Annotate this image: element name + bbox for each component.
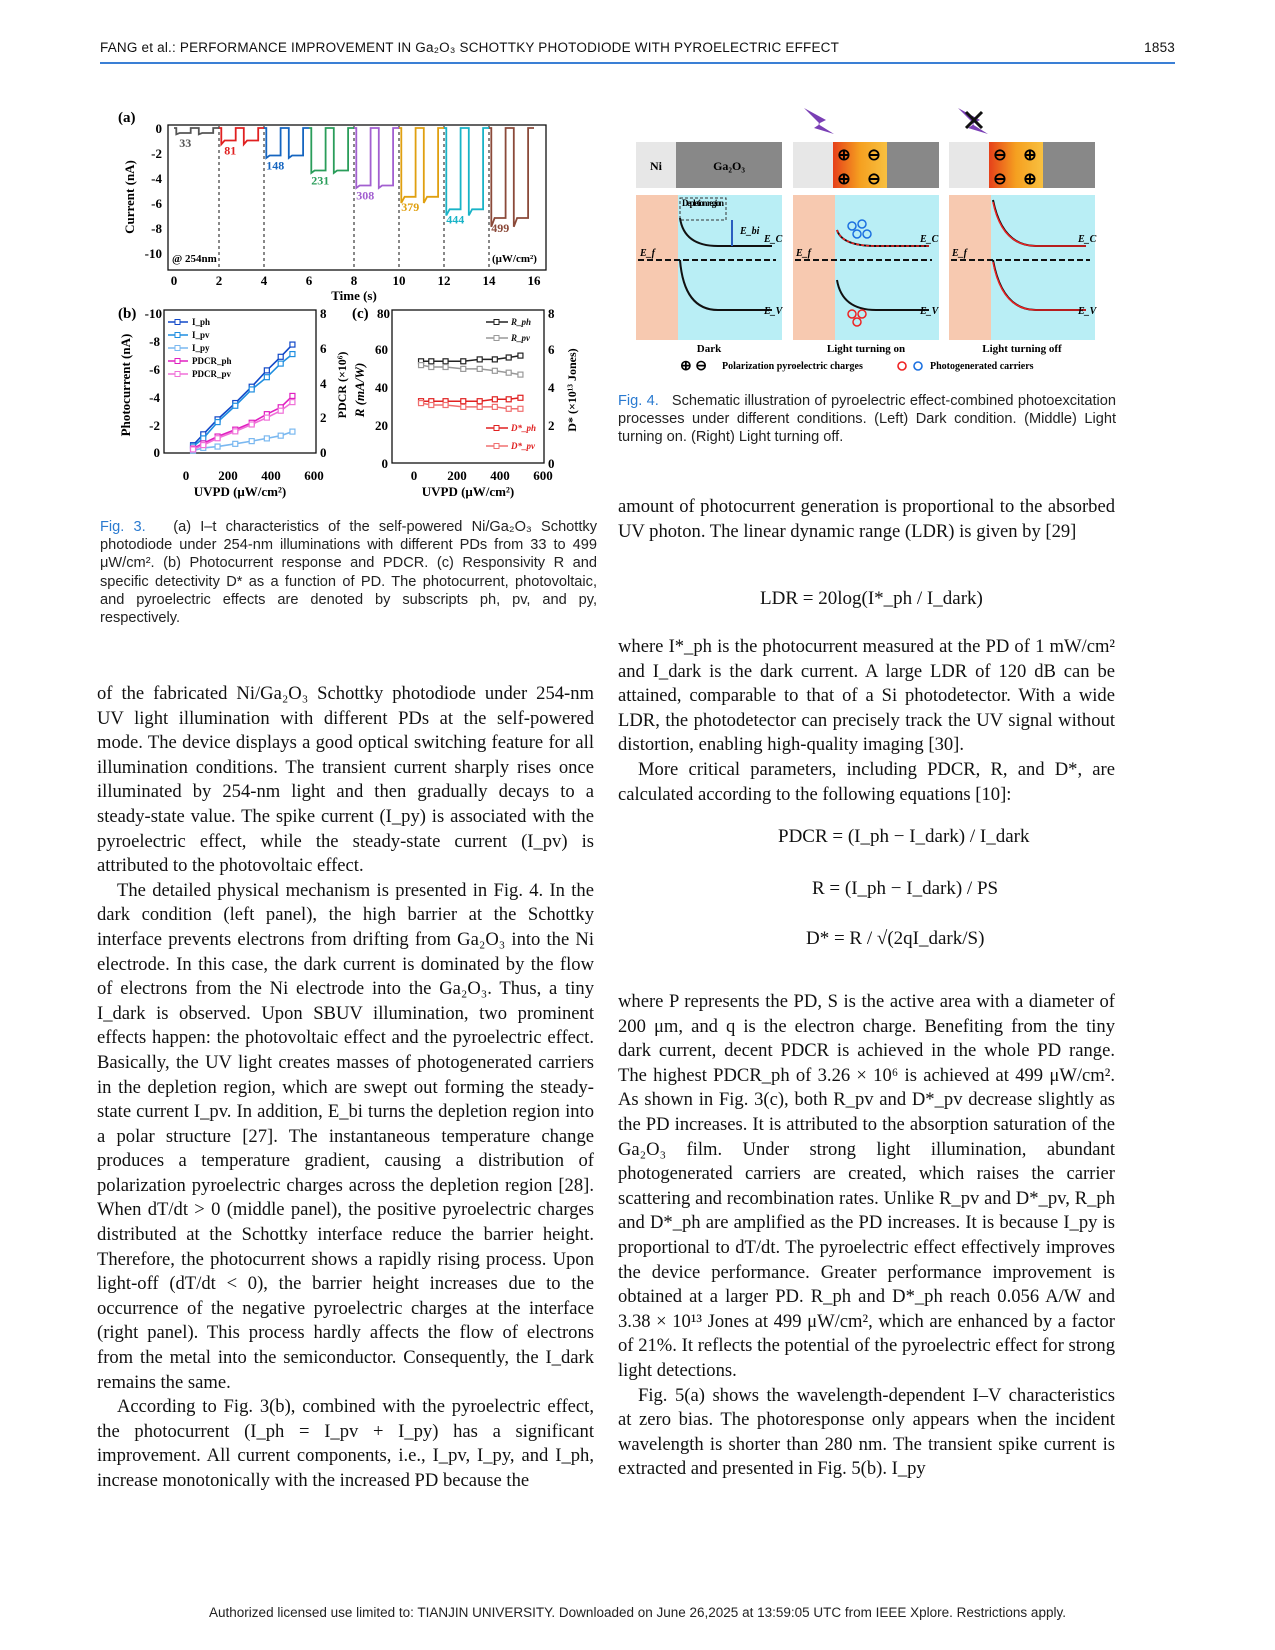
y2tick: 2 bbox=[320, 410, 327, 425]
band-diagram-dark bbox=[636, 195, 784, 340]
current-trace bbox=[174, 128, 219, 134]
data-point bbox=[191, 447, 196, 452]
data-point bbox=[492, 368, 497, 373]
svg-text:⊕: ⊕ bbox=[837, 171, 851, 188]
legend-entry: I_ph bbox=[192, 317, 211, 327]
series-line bbox=[193, 354, 292, 446]
panel-b-xlabel: UVPD (μW/cm²) bbox=[193, 484, 287, 499]
svg-text:E_f: E_f bbox=[952, 248, 967, 259]
y2tick: 8 bbox=[548, 306, 555, 321]
xtick: 12 bbox=[437, 273, 451, 288]
xtick: 0 bbox=[410, 468, 418, 483]
data-point bbox=[278, 361, 283, 366]
legend-marker bbox=[175, 320, 180, 325]
xtick: 10 bbox=[392, 273, 406, 288]
data-point bbox=[249, 387, 254, 392]
ga2o3-label: Ga₂O₃ bbox=[713, 159, 745, 173]
ytick: -2 bbox=[149, 418, 160, 433]
data-point bbox=[419, 363, 424, 368]
svg-text:E_C: E_C bbox=[920, 234, 939, 245]
ytick: -6 bbox=[149, 362, 160, 377]
data-point bbox=[264, 368, 269, 373]
panel-b-y2label: PDCR (×10⁶) bbox=[335, 351, 349, 419]
ec-label: E_C bbox=[764, 234, 783, 245]
data-point bbox=[443, 403, 448, 408]
svg-text:E_V: E_V bbox=[920, 306, 939, 317]
xtick: 200 bbox=[218, 468, 238, 483]
svg-text:⊖: ⊖ bbox=[867, 171, 881, 188]
data-point bbox=[477, 366, 482, 371]
xtick: 600 bbox=[304, 468, 324, 483]
panel-title-light-off: Light turning off bbox=[982, 343, 1062, 355]
legend-entry: D*_ph bbox=[511, 423, 537, 433]
figure-3-caption bbox=[100, 518, 597, 627]
legend-marker bbox=[494, 320, 499, 325]
paragraph: of the fabricated Ni/Ga₂O₃ Schottky photodiode under 254-nm UV light illumination with different PDs at the self-powered mode. The device displays a good optical switching feature for all illumination conditions. The transient current sharply rises once illuminated by 254-nm light and then gradually decays to a steady-state value. The spike current (I_py) is associated with the pyroelectric effect, while the steady-state current (I_pv) is attributed to the photovoltaic effect. bbox=[97, 683, 594, 877]
data-point bbox=[201, 443, 206, 448]
current-trace bbox=[219, 128, 264, 144]
pd-label: 499 bbox=[491, 221, 510, 235]
data-point bbox=[278, 433, 283, 438]
svg-text:E_C: E_C bbox=[1078, 234, 1097, 245]
right-column-top bbox=[618, 495, 1115, 544]
svg-text:⊕: ⊕ bbox=[1023, 147, 1037, 164]
pd-label: 308 bbox=[356, 188, 375, 203]
legend-carriers: Photogenerated carriers bbox=[930, 361, 1034, 372]
ef-label: E_f bbox=[640, 248, 655, 259]
legend-marker bbox=[175, 359, 180, 364]
xtick: 400 bbox=[261, 468, 281, 483]
paragraph: where P represents the PD, S is the active area with a diameter of 200 μm, and q is the electron charge. Benefiting from the tiny dark current, decent PDCR is achieved in the whole PD range. The highest PDCR_ph of 3.26 × 10⁶ is achieved at 499 μW/cm². As shown in Fig. 3(c), both R_pv and D*_pv decrease slightly as the PD increases. It is attributed to the absorption saturation of the Ga₂O₃ film. Under strong light illumination, abundant photogenerated carriers are created, which raises the carrier scattering and recombination rates. Unlike R_pv and D*_pv, R_ph and D*_ph are amplified as the PD increases. It is because I_py is proportional to dT/dt. The pyroelectric effect effectively improves the device performance. Greater performance improvement is obtained at a larger PD. R_ph and D*_ph reach 0.056 A/W and 3.38 × 10¹³ Jones at 499 μW/cm², which are enhanced by a factor of 21%. It reflects the potential of the pyroelectric effect for strong light detections. bbox=[618, 991, 1115, 1381]
equation-ldr: LDR = 20log(I*_ph / I_dark) bbox=[760, 588, 983, 609]
ev-label: E_V bbox=[764, 306, 783, 317]
ytick: -4 bbox=[151, 171, 162, 186]
legend-entry: I_pv bbox=[192, 330, 210, 340]
panel-c-xlabel: UVPD (μW/cm²) bbox=[421, 484, 515, 499]
panel-title-light-on: Light turning on bbox=[826, 343, 906, 355]
data-point bbox=[249, 439, 254, 444]
legend-entry: PDCR_ph bbox=[192, 356, 232, 366]
equation-r: R = (I_ph − I_dark) / PS bbox=[812, 878, 999, 899]
ytick: 60 bbox=[375, 342, 388, 357]
data-point bbox=[492, 397, 497, 402]
data-point bbox=[506, 370, 511, 375]
panel-a-yticks bbox=[145, 121, 163, 261]
y2tick: 4 bbox=[320, 376, 327, 391]
data-point bbox=[249, 422, 254, 427]
data-point bbox=[461, 359, 466, 364]
figure-4 bbox=[636, 100, 1116, 380]
ebi-label: E_bi bbox=[740, 226, 760, 237]
equation-pdcr: PDCR = (I_ph − I_dark) / I_dark bbox=[778, 826, 1030, 847]
data-point bbox=[461, 366, 466, 371]
svg-text:⊕: ⊕ bbox=[837, 147, 851, 164]
xtick: 6 bbox=[305, 273, 313, 288]
running-header bbox=[100, 40, 1175, 55]
data-point bbox=[290, 429, 295, 434]
data-point bbox=[518, 395, 523, 400]
legend-marker bbox=[494, 426, 499, 431]
pd-label: 148 bbox=[266, 158, 285, 173]
panel-a-label: (a) bbox=[118, 110, 136, 126]
xtick: 200 bbox=[447, 468, 467, 483]
ytick: 0 bbox=[153, 445, 160, 460]
data-point bbox=[290, 400, 295, 405]
legend-entry: R_ph bbox=[511, 317, 532, 327]
caption-label: Fig. 3. bbox=[100, 519, 146, 535]
ytick: 40 bbox=[375, 380, 388, 395]
page-number: 1853 bbox=[1144, 40, 1175, 55]
ytick: 80 bbox=[377, 306, 390, 321]
panel-b-ylabel: Photocurrent (nA) bbox=[118, 333, 133, 437]
xtick: 0 bbox=[170, 273, 178, 288]
current-trace bbox=[354, 128, 399, 188]
y2tick: 6 bbox=[548, 342, 555, 357]
panel-b-legend bbox=[168, 317, 232, 379]
legend-marker bbox=[175, 333, 180, 338]
data-point bbox=[290, 352, 295, 357]
current-trace bbox=[444, 128, 489, 216]
data-point bbox=[443, 365, 448, 370]
panel-c-legend bbox=[486, 317, 536, 451]
svg-text:E_V: E_V bbox=[1078, 306, 1097, 317]
figure-3 bbox=[100, 100, 600, 510]
right-column-mid bbox=[618, 635, 1115, 807]
ga2o3-block bbox=[1043, 142, 1095, 188]
data-point bbox=[278, 408, 283, 413]
left-column bbox=[97, 682, 594, 1494]
caption-label: Fig. 4. bbox=[618, 393, 659, 409]
series-line bbox=[193, 396, 292, 449]
current-trace bbox=[399, 128, 444, 203]
legend-marker bbox=[494, 444, 499, 449]
ytick: 0 bbox=[155, 121, 162, 136]
band-diagram-light-on bbox=[793, 195, 940, 340]
series-line bbox=[421, 403, 520, 409]
data-point bbox=[518, 353, 523, 358]
legend-entry: PDCR_pv bbox=[192, 369, 232, 379]
panel-c-ylabel: R (mA/W) bbox=[352, 362, 367, 418]
paragraph: where I*_ph is the photocurrent measured at the PD of 1 mW/cm² and I_dark is the dark current. A large LDR of 120 dB can be attained, comparable to that of a Si photodetector. With a wide LDR, the photodetector can precisely track the UV signal without distortion, enabling high-quality imaging [30]. bbox=[618, 636, 1115, 756]
caption-text: Schematic illustration of pyroelectric effect-combined photoexcitation processes under different conditions. (Left) Dark condition. (Middle) Light turning on. (Right) Light turning off. bbox=[618, 393, 1116, 446]
paragraph: amount of photocurrent generation is proportional to the absorbed UV photon. The linear dynamic range (LDR) is given by [29] bbox=[618, 496, 1115, 542]
xtick: 0 bbox=[182, 468, 190, 483]
ytick: -8 bbox=[151, 221, 162, 236]
pd-label: 33 bbox=[179, 136, 192, 150]
data-point bbox=[290, 393, 295, 398]
data-point bbox=[290, 342, 295, 347]
data-point bbox=[492, 404, 497, 409]
equation-dstar: D* = R / √(2qI_dark/S) bbox=[806, 928, 985, 949]
paragraph: According to Fig. 3(b), combined with the pyroelectric effect, the photocurrent (I_ph = I_pv + I_py) has a significant improvement. All current components, i.e., I_pv, I_py, and I_ph, increase monotonically with the increased PD because the bbox=[97, 1396, 594, 1491]
pd-label: 379 bbox=[401, 199, 420, 214]
pd-label: 231 bbox=[311, 173, 330, 188]
data-point bbox=[429, 365, 434, 370]
legend-marker bbox=[175, 346, 180, 351]
svg-text:⊖: ⊖ bbox=[867, 147, 881, 164]
svg-text:⊖: ⊖ bbox=[993, 147, 1007, 164]
xtick: 14 bbox=[482, 273, 496, 288]
data-point bbox=[477, 357, 482, 362]
current-trace bbox=[309, 128, 354, 173]
ytick: -2 bbox=[151, 146, 162, 161]
y2tick: 2 bbox=[548, 418, 555, 433]
svg-text:⊕ ⊖: ⊕ ⊖ bbox=[680, 359, 707, 374]
paragraph: The detailed physical mechanism is presented in Fig. 4. In the dark condition (left panel), the high barrier at the Schottky interface prevents electrons from drifting from Ga₂O₃ into the Ni electrode. In this case, the dark current is dominated by the flow of electrons from the Ni electrode into the Ga₂O₃. Thus, a tiny I_dark is observed. Upon SBUV illumination, two prominent effects happen: the photovoltaic effect and the pyroelectric effect. Basically, the UV light creates masses of photogenerated carriers in the depletion region, which are swept out forming the steady-state current I_pv. In addition, E_bi turns the depletion region into a polar structure [27]. The instantaneous temperature change produces a temperature gradient, causing a distribution of polarization pyroelectric charges across the depletion region [28]. When dT/dt > 0 (middle panel), the positive pyroelectric charges distributed at the Schottky interface reduce the barrier height. Therefore, the photocurrent shows a rapidly rising process. Upon light-off (dT/dt < 0), the barrier height increases due to the occurrence of the negative pyroelectric charges at the interface (right panel). This process hardly affects the flow of electrons from the metal into the semiconductor. Consequently, the I_dark remains the same. bbox=[97, 879, 594, 1393]
ytick: 0 bbox=[381, 456, 388, 471]
xtick: 2 bbox=[215, 273, 223, 288]
paragraph: More critical parameters, including PDCR, R, and D*, are calculated according to the following equations [10]: bbox=[618, 758, 1115, 805]
data-point bbox=[264, 436, 269, 441]
ytick: 20 bbox=[375, 418, 388, 433]
legend-entry: I_py bbox=[192, 343, 210, 353]
right-column-bottom bbox=[618, 990, 1115, 1482]
legend-marker bbox=[494, 336, 499, 341]
data-point bbox=[461, 399, 466, 404]
panel-a-ylabel: Current (nA) bbox=[122, 160, 137, 234]
legend-marker bbox=[175, 372, 180, 377]
legend-entry: R_pv bbox=[511, 333, 530, 343]
current-trace bbox=[264, 128, 309, 158]
data-point bbox=[215, 420, 220, 425]
data-point bbox=[233, 429, 238, 434]
data-point bbox=[461, 404, 466, 409]
panel-a-unit: (μW/cm²) bbox=[492, 253, 537, 265]
data-point bbox=[518, 406, 523, 411]
data-point bbox=[518, 372, 523, 377]
xtick: 8 bbox=[350, 273, 358, 288]
data-point bbox=[506, 397, 511, 402]
panel-title-dark: Dark bbox=[696, 343, 722, 355]
legend-charges: Polarization pyroelectric charges bbox=[722, 361, 863, 372]
ni-block bbox=[949, 142, 989, 188]
y2tick: 0 bbox=[548, 456, 555, 471]
ytick: -4 bbox=[149, 390, 160, 405]
band-diagram-light-off bbox=[949, 195, 1098, 340]
ytick: -10 bbox=[144, 306, 162, 321]
series-line bbox=[421, 398, 520, 401]
xtick: 4 bbox=[260, 273, 268, 288]
data-point bbox=[233, 441, 238, 446]
data-point bbox=[429, 359, 434, 364]
data-point bbox=[506, 406, 511, 411]
data-point bbox=[492, 357, 497, 362]
xtick: 16 bbox=[527, 273, 541, 288]
series-line bbox=[421, 365, 520, 375]
panel-c-series bbox=[419, 353, 523, 411]
ytick: -6 bbox=[151, 196, 162, 211]
panel-a-dividers bbox=[219, 126, 489, 268]
data-point bbox=[233, 403, 238, 408]
panel-c-label: (c) bbox=[352, 306, 369, 322]
panel-a-note: @ 254nm bbox=[172, 253, 217, 265]
y2tick: 4 bbox=[548, 380, 555, 395]
xtick: 400 bbox=[490, 468, 510, 483]
data-point bbox=[443, 359, 448, 364]
ga2o3-block bbox=[887, 142, 939, 188]
data-point bbox=[429, 403, 434, 408]
license-footer: Authorized licensed use limited to: TIANJIN UNIVERSITY. Downloaded on June 26,2025 at 13:59:05 UTC from IEEE Xplore. Restrictions apply. bbox=[209, 1605, 1066, 1620]
figure-4-caption bbox=[618, 392, 1116, 447]
pd-label: 81 bbox=[224, 143, 237, 158]
data-point bbox=[215, 444, 220, 449]
data-point bbox=[215, 436, 220, 441]
header-title: FANG et al.: PERFORMANCE IMPROVEMENT IN Ga₂O₃ SCHOTTKY PHOTODIODE WITH PYROELECTRIC EFFECT bbox=[100, 40, 840, 55]
svg-text:⊕: ⊕ bbox=[1023, 171, 1037, 188]
caption-text: (a) I–t characteristics of the self-powered Ni/Ga₂O₃ Schottky photodiode under 254-nm illuminations with different PDs from 33 to 499 μW/cm². (b) Photocurrent response and PDCR. (c) Responsivity R and specific detectivity D* as a function of PD. The photocurrent, photovoltaic, and pyroelectric effects are denoted by subscripts ph, pv, and py, respectively. bbox=[100, 519, 597, 627]
data-point bbox=[278, 354, 283, 359]
legend-entry: D*_pv bbox=[511, 441, 535, 451]
series-line bbox=[421, 356, 520, 362]
ni-block bbox=[793, 142, 833, 188]
data-point bbox=[201, 436, 206, 441]
ytick: -10 bbox=[144, 246, 162, 261]
xtick: 600 bbox=[533, 468, 553, 483]
data-point bbox=[477, 399, 482, 404]
panel-b-label: (b) bbox=[118, 306, 137, 322]
header-rule bbox=[100, 62, 1175, 64]
data-point bbox=[506, 355, 511, 360]
paragraph: Fig. 5(a) shows the wavelength-dependent I–V characteristics at zero bias. The photoresponse only appears when the incident wavelength is shorter than 280 nm. The transient spike current is extracted and presented in Fig. 5(b). I_py bbox=[618, 1384, 1115, 1480]
y2tick: 8 bbox=[320, 306, 327, 321]
y2tick: 6 bbox=[320, 341, 327, 356]
current-trace bbox=[489, 128, 534, 227]
lightning-icon bbox=[804, 108, 834, 134]
panel-a-xticks bbox=[171, 273, 541, 288]
data-point bbox=[477, 404, 482, 409]
y2tick: 0 bbox=[320, 445, 327, 460]
data-point bbox=[264, 375, 269, 380]
pd-label: 444 bbox=[446, 212, 465, 227]
svg-text:E_f: E_f bbox=[796, 248, 811, 259]
ni-label: Ni bbox=[650, 159, 662, 173]
depletion-label: Depletion region bbox=[682, 198, 724, 208]
panel-c-y2label: D* (×10¹³ Jones) bbox=[565, 348, 579, 432]
data-point bbox=[264, 415, 269, 420]
svg-text:⊖: ⊖ bbox=[993, 171, 1007, 188]
ytick: -8 bbox=[149, 334, 160, 349]
data-point bbox=[419, 401, 424, 406]
panel-a-xlabel: Time (s) bbox=[331, 288, 377, 303]
